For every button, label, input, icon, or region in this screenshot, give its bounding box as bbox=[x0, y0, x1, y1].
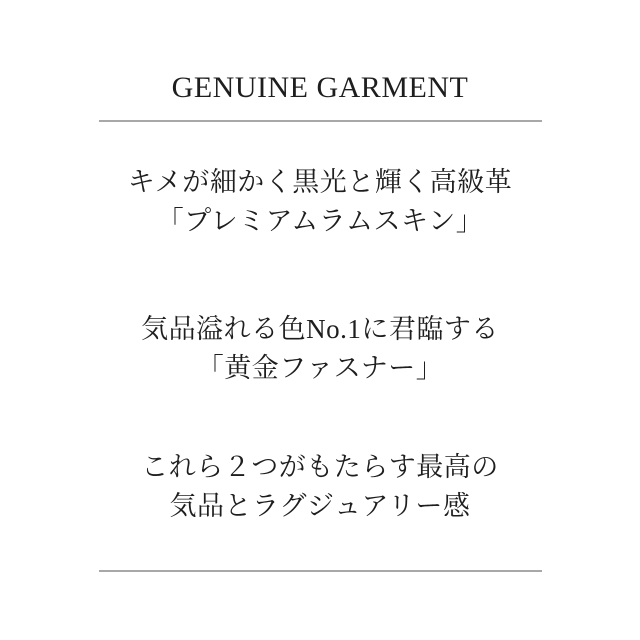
feature-line: これら２つがもたらす最高の bbox=[141, 452, 499, 482]
feature-section-lambskin bbox=[0, 163, 640, 241]
feature-section-summary bbox=[0, 448, 640, 526]
feature-line: 「プレミアムラムスキン」 bbox=[156, 206, 484, 236]
bottom-divider bbox=[99, 570, 542, 572]
feature-section-fastener bbox=[0, 310, 640, 388]
feature-line: 気品とラグジュアリー感 bbox=[169, 491, 471, 521]
feature-line: 「黄金ファスナー」 bbox=[196, 353, 444, 383]
top-divider bbox=[99, 120, 542, 122]
page-title: GENUINE GARMENT bbox=[171, 71, 469, 104]
feature-line: キメが細かく黒光と輝く高級革 bbox=[127, 167, 513, 197]
feature-line: 気品溢れる色No.1に君臨する bbox=[141, 314, 499, 344]
